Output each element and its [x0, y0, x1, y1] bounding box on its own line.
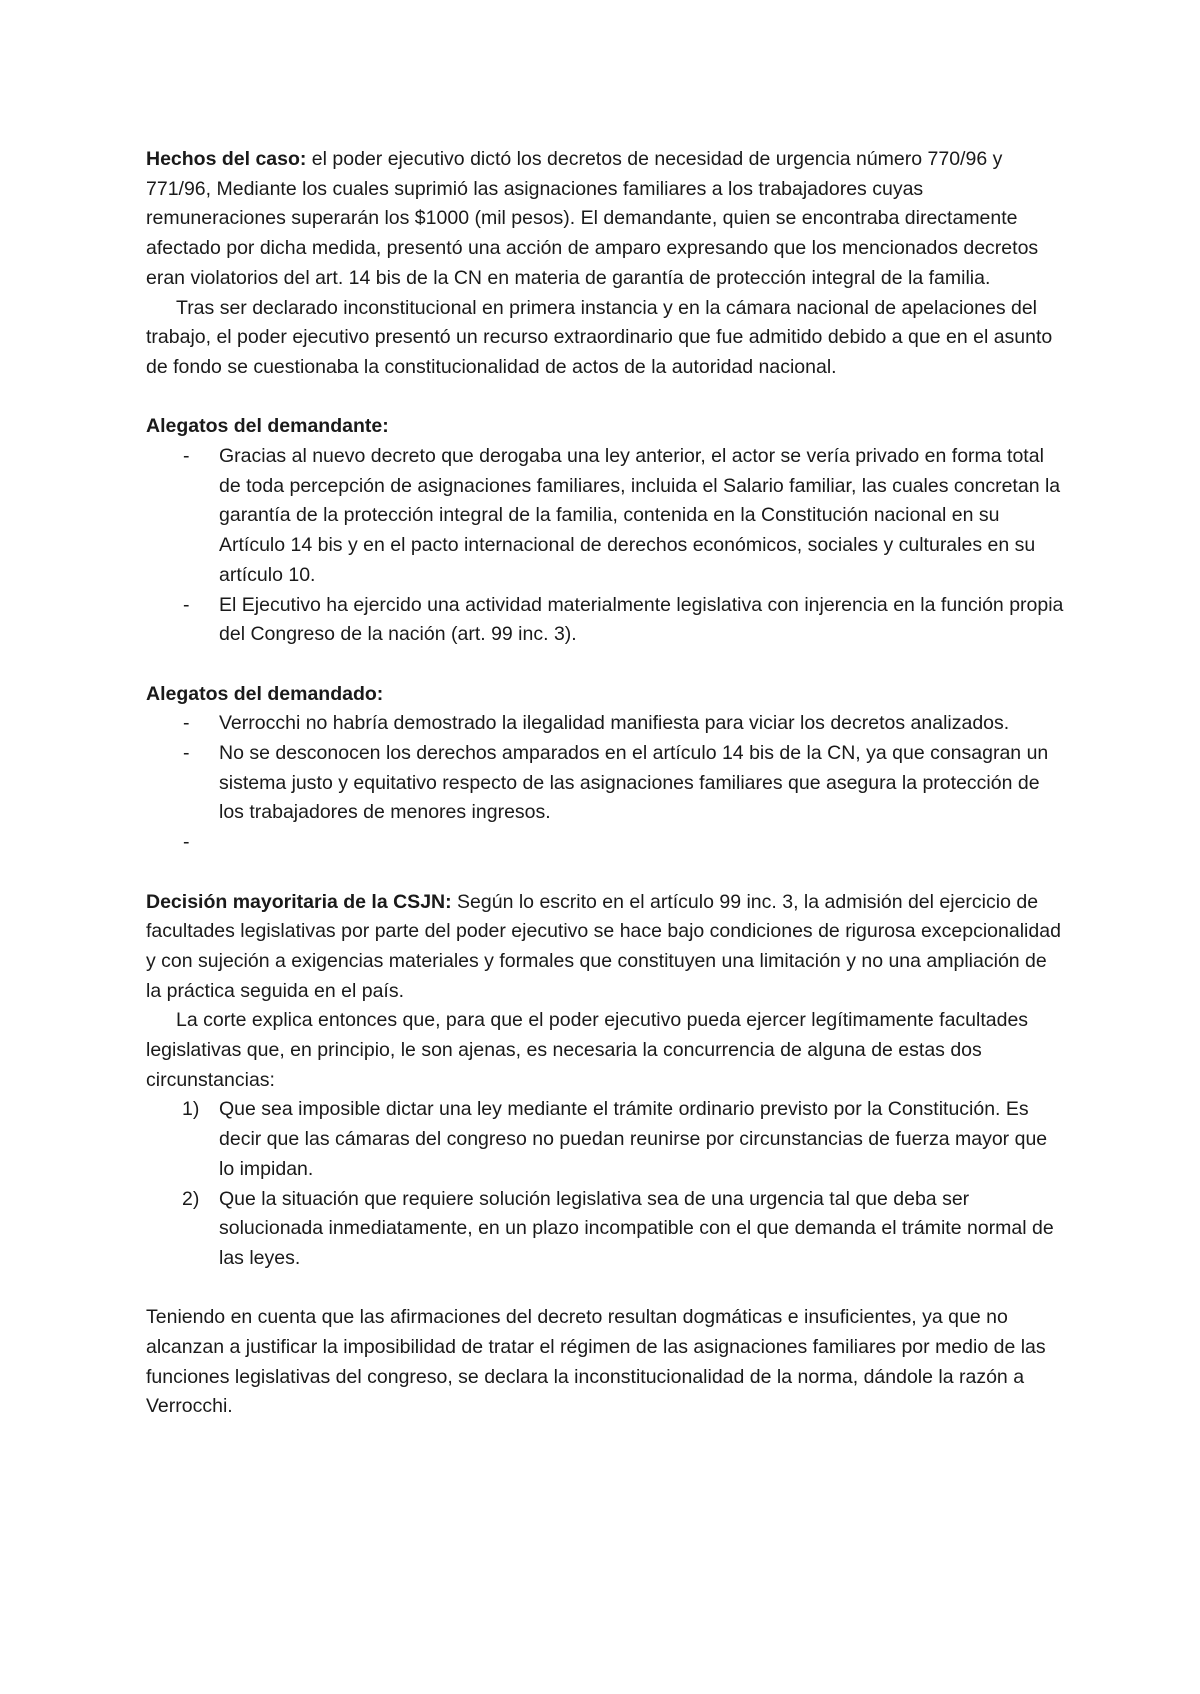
dash-marker: - — [183, 593, 190, 616]
hechos-text: el poder ejecutivo dictó los decretos de necesidad de urgencia número 770/96 y 771/96, Mediante los cuales suprimió las asignaciones familiares a los trabajadores cuyas remuneraciones superarán los $1000 (mil pesos). El demandante, quien se encontraba directamente afectado por dicha medida, presentó una acción de amparo expresando que los mencionados decretos eran violatorios del art. 14 bis de la CN en materia de garantía de protección integral de la familia. — [146, 148, 1039, 289]
dash-marker: - — [183, 742, 190, 765]
conclusion-paragraph: Teniendo en cuenta que las afirmaciones del decreto resultan dogmáticas e insuficientes, ya que no alcanzan a justificar la imposibilidad de tratar el régimen de las asignaciones familiares por medio de las funciones legislativas del congreso, se declara la inconstitucionalidad de la norma, dándole la razón a Verrocchi. — [146, 1306, 1046, 1418]
list-item — [146, 591, 1066, 650]
list-item-text: El Ejecutivo ha ejercido una actividad materialmente legislativa con injerencia en la función propia del Congreso de la nación (art. 99 inc. 3). — [219, 593, 1064, 646]
demandante-list — [146, 442, 1066, 650]
spacer — [146, 383, 1066, 413]
list-item — [146, 709, 1066, 739]
spacer — [146, 650, 1066, 680]
list-item-text: Que la situación que requiere solución legislativa sea de una urgencia tal que deba ser solucionada inmediatamente, en un plazo incompatible con el que demanda el trámite normal de las leyes. — [219, 1187, 1054, 1269]
list-item — [146, 828, 1066, 858]
demandado-heading: Alegatos del demandado: — [146, 682, 384, 705]
list-item — [146, 1185, 1066, 1274]
decision-list — [146, 1095, 1066, 1273]
list-item-text: Verrocchi no habría demostrado la ilegalidad manifiesta para viciar los decretos analizados. — [219, 712, 1010, 735]
demandante-heading: Alegatos del demandante: — [146, 415, 389, 438]
number-marker: 2) — [182, 1187, 200, 1210]
list-item — [146, 1095, 1066, 1184]
spacer — [146, 858, 1066, 888]
hechos-paragraph — [146, 145, 1066, 294]
decision-paragraph — [146, 888, 1066, 1007]
demandado-heading-line — [146, 680, 1066, 710]
dash-marker: - — [183, 445, 190, 468]
dash-marker: - — [183, 712, 190, 735]
list-item — [146, 739, 1066, 828]
list-item-text: No se desconocen los derechos amparados en el artículo 14 bis de la CN, ya que consagran un sistema justo y equitativo respecto de las asignaciones familiares que asegura la protección de los trabajadores de menores ingresos. — [219, 742, 1049, 824]
list-item — [146, 442, 1066, 591]
dash-marker: - — [183, 831, 190, 854]
hechos-heading: Hechos del caso: — [146, 148, 307, 170]
spacer — [146, 1274, 1066, 1304]
number-marker: 1) — [182, 1098, 200, 1121]
list-item-text: Que sea imposible dictar una ley mediante el trámite ordinario previsto por la Constitución. Es decir que las cámaras del congreso no puedan reunirse por circunstancias de fuerza mayor que lo impidan. — [219, 1098, 1048, 1180]
document-body — [146, 145, 1066, 1422]
demandado-list — [146, 709, 1066, 858]
list-item-text: Gracias al nuevo decreto que derogaba una ley anterior, el actor se vería privado en forma total de toda percepción de asignaciones familiares, incluida el Salario familiar, las cuales concretan la garantía de la protección integral de la familia, contenida en la Constitución nacional en su Artículo 14 bis y en el pacto internacional de derechos económicos, sociales y culturales en su artículo 10. — [219, 445, 1061, 586]
demandante-heading-line — [146, 412, 1066, 442]
decision-heading: Decisión mayoritaria de la CSJN: — [146, 890, 452, 913]
decision-text: Según lo escrito en el artículo 99 inc. 3, la admisión del ejercicio de facultades legislativas por parte del poder ejecutivo se hace bajo condiciones de rigurosa excepcionalidad y con sujeción a exigencias materiales y formales que constituyen una limitación y no una ampliación de la práctica seguida en el país. — [146, 890, 1061, 1002]
hechos-paragraph-2: Tras ser declarado inconstitucional en primera instancia y en la cámara nacional de apelaciones del trabajo, el poder ejecutivo presentó un recurso extraordinario que fue admitido debido a que en el asunto de fondo se cuestionaba la constitucionalidad de actos de la autoridad nacional. — [146, 296, 1053, 378]
decision-paragraph-2: La corte explica entonces que, para que el poder ejecutivo pueda ejercer legítimamente facultades legislativas que, en principio, le son ajenas, es necesaria la concurrencia de alguna de estas dos circunstancias: — [146, 1009, 1029, 1091]
